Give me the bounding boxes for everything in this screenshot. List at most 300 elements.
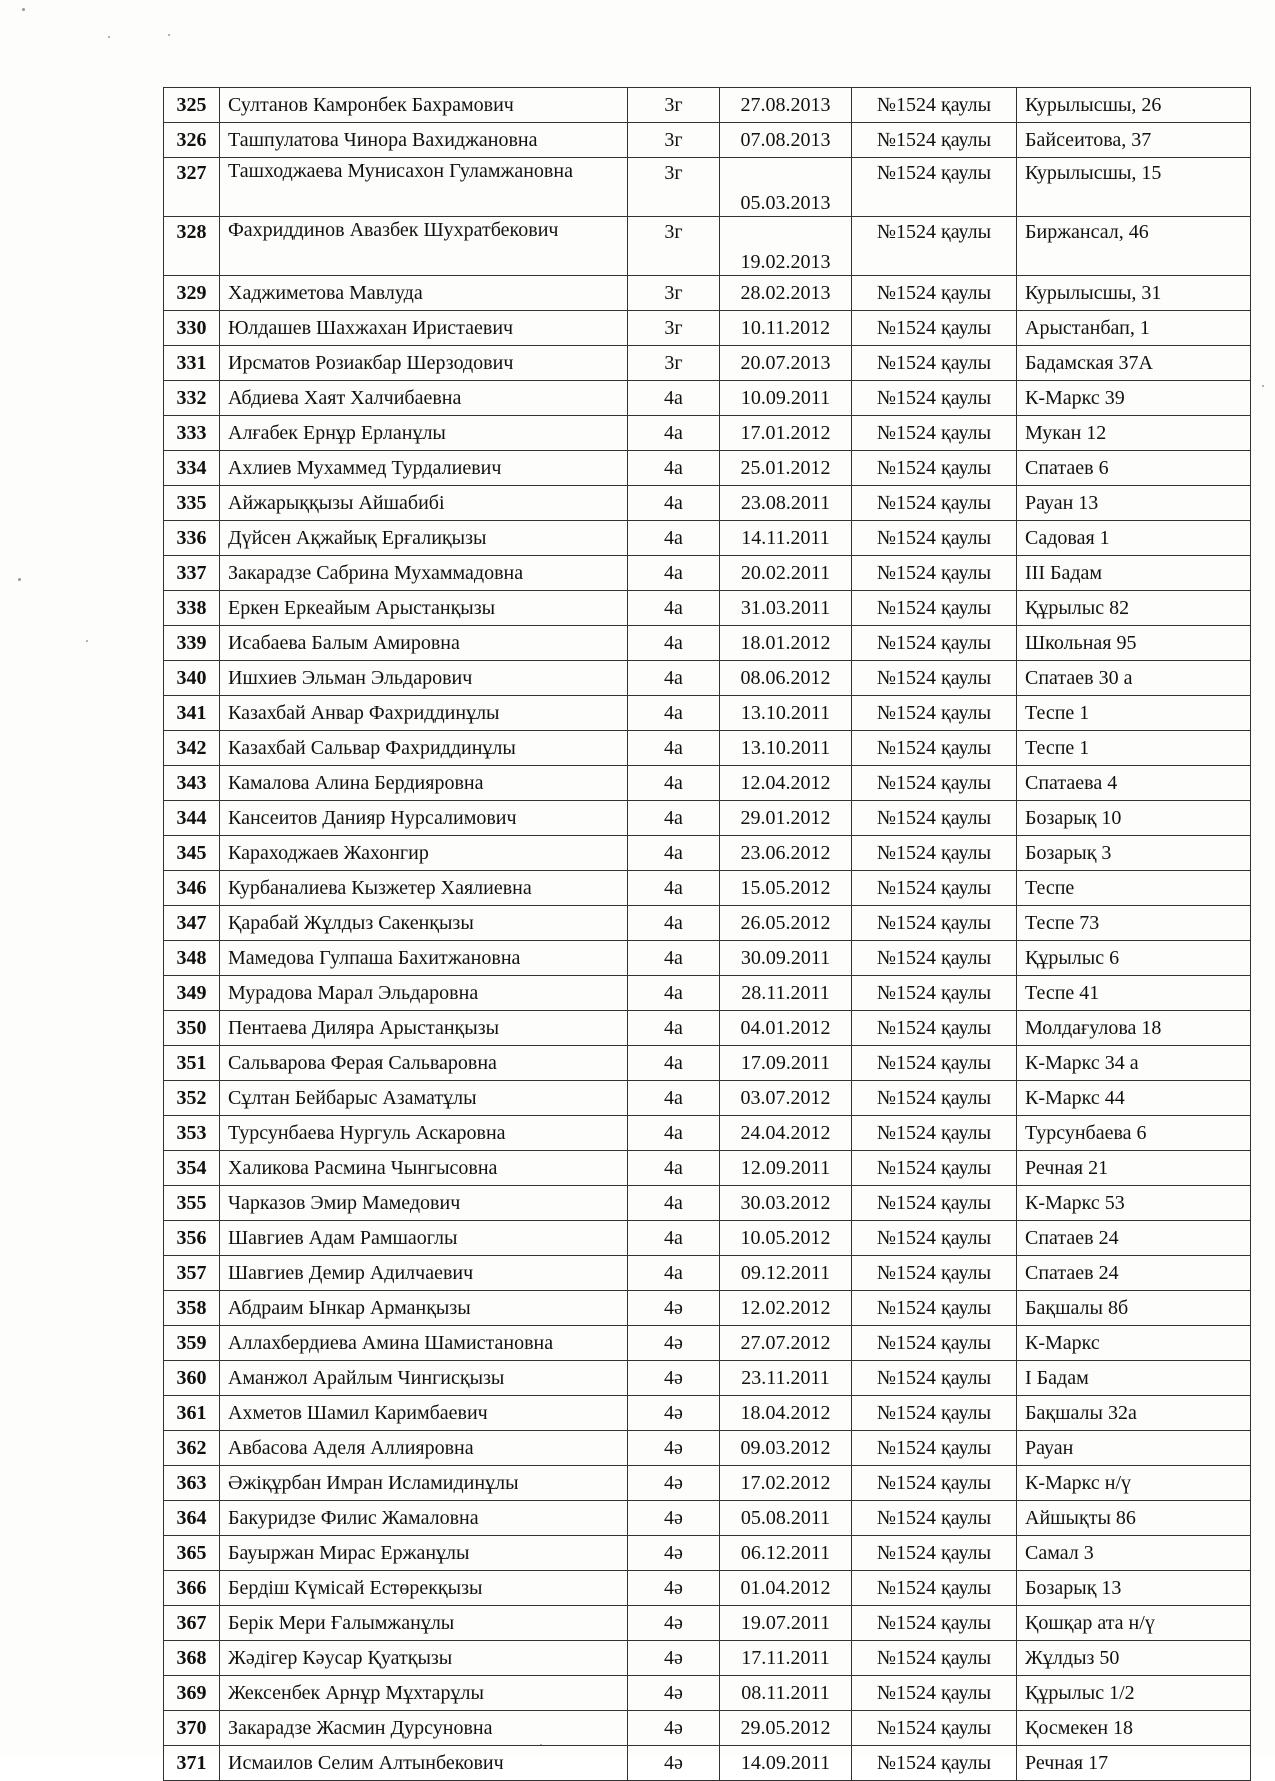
birth-date-cell: 12.02.2012	[720, 1291, 852, 1326]
birth-date-cell: 12.09.2011	[720, 1151, 852, 1186]
student-name-cell: Берік Мери Ғалымжанұлы	[220, 1606, 628, 1641]
decree-number-cell: №1524 қаулы	[852, 1011, 1017, 1046]
row-number-cell: 359	[164, 1326, 220, 1361]
table-row	[164, 217, 1251, 276]
decree-number-cell: №1524 қаулы	[852, 941, 1017, 976]
scan-speck	[22, 8, 25, 11]
home-address-cell: Теспе	[1017, 871, 1251, 906]
row-number-cell: 328	[164, 217, 220, 276]
class-label-cell: 4а	[628, 1186, 720, 1221]
table-row	[164, 88, 1251, 123]
student-name-cell: Казахбай Анвар Фахриддинұлы	[220, 696, 628, 731]
home-address-cell: Спатаев 24	[1017, 1221, 1251, 1256]
student-name-cell: Сұлтан Бейбарыс Азаматұлы	[220, 1081, 628, 1116]
row-number-cell: 347	[164, 906, 220, 941]
home-address-cell: Құрылыс 1/2	[1017, 1676, 1251, 1711]
class-label-cell: 4ә	[628, 1536, 720, 1571]
decree-number-cell: №1524 қаулы	[852, 123, 1017, 158]
home-address-cell: К-Маркс	[1017, 1326, 1251, 1361]
row-number-cell: 346	[164, 871, 220, 906]
decree-number-cell: №1524 қаулы	[852, 346, 1017, 381]
home-address-cell: Теспе 41	[1017, 976, 1251, 1011]
scan-speck	[18, 578, 21, 581]
class-label-cell: 4ә	[628, 1606, 720, 1641]
birth-date-cell: 17.11.2011	[720, 1641, 852, 1676]
table-row	[164, 976, 1251, 1011]
birth-date-cell: 28.02.2013	[720, 276, 852, 311]
table-row	[164, 486, 1251, 521]
student-name-cell: Әжіқұрбан Имран Исламидинұлы	[220, 1466, 628, 1501]
class-label-cell: 3г	[628, 123, 720, 158]
class-label-cell: 4ә	[628, 1326, 720, 1361]
student-name-cell: Алғабек Ернұр Ерланұлы	[220, 416, 628, 451]
student-name-cell: Юлдашев Шахжахан Иристаевич	[220, 311, 628, 346]
table-row	[164, 158, 1251, 217]
class-label-cell: 3г	[628, 88, 720, 123]
student-name-cell: Шавгиев Адам Рамшаоглы	[220, 1221, 628, 1256]
birth-date-cell: 29.05.2012	[720, 1711, 852, 1746]
row-number-cell: 334	[164, 451, 220, 486]
class-label-cell: 3г	[628, 346, 720, 381]
birth-date-cell: 12.04.2012	[720, 766, 852, 801]
student-name-cell: Ташходжаева Мунисахон Гуламжановна	[220, 158, 628, 217]
class-label-cell: 4ә	[628, 1746, 720, 1781]
row-number-cell: 335	[164, 486, 220, 521]
table-row	[164, 1221, 1251, 1256]
home-address-cell: Жұлдыз 50	[1017, 1641, 1251, 1676]
class-label-cell: 4а	[628, 731, 720, 766]
table-row	[164, 871, 1251, 906]
home-address-cell: Спатаева 4	[1017, 766, 1251, 801]
class-label-cell: 4ә	[628, 1501, 720, 1536]
student-name-cell: Авбасова Аделя Аллияровна	[220, 1431, 628, 1466]
student-name-cell: Кансеитов Данияр Нурсалимович	[220, 801, 628, 836]
row-number-cell: 325	[164, 88, 220, 123]
decree-number-cell: №1524 қаулы	[852, 416, 1017, 451]
home-address-cell: К-Маркс 53	[1017, 1186, 1251, 1221]
student-name-cell: Жексенбек Арнұр Мұхтарұлы	[220, 1676, 628, 1711]
row-number-cell: 348	[164, 941, 220, 976]
home-address-cell: Бозарық 13	[1017, 1571, 1251, 1606]
decree-number-cell: №1524 қаулы	[852, 1746, 1017, 1781]
row-number-cell: 336	[164, 521, 220, 556]
class-label-cell: 4а	[628, 871, 720, 906]
table-row	[164, 1606, 1251, 1641]
home-address-cell: Бозарық 10	[1017, 801, 1251, 836]
home-address-cell: Речная 21	[1017, 1151, 1251, 1186]
class-label-cell: 3г	[628, 311, 720, 346]
table-row	[164, 1291, 1251, 1326]
student-name-cell: Исабаева Балым Амировна	[220, 626, 628, 661]
home-address-cell: Биржансал, 46	[1017, 217, 1251, 276]
row-number-cell: 368	[164, 1641, 220, 1676]
student-name-cell: Чарказов Эмир Мамедович	[220, 1186, 628, 1221]
student-name-cell: Ахметов Шамил Каримбаевич	[220, 1396, 628, 1431]
student-name-cell: Ташпулатова Чинора Вахиджановна	[220, 123, 628, 158]
scan-speck	[1262, 385, 1264, 387]
row-number-cell: 344	[164, 801, 220, 836]
birth-date-cell: 10.05.2012	[720, 1221, 852, 1256]
home-address-cell: Спатаев 30 а	[1017, 661, 1251, 696]
class-label-cell: 4ә	[628, 1361, 720, 1396]
home-address-cell: Курылысшы, 15	[1017, 158, 1251, 217]
birth-date-cell: 05.08.2011	[720, 1501, 852, 1536]
row-number-cell: 355	[164, 1186, 220, 1221]
decree-number-cell: №1524 қаулы	[852, 1501, 1017, 1536]
student-name-cell: Закарадзе Жасмин Дурсуновна	[220, 1711, 628, 1746]
table-row	[164, 381, 1251, 416]
birth-date-cell: 08.11.2011	[720, 1676, 852, 1711]
home-address-cell: Бадамская 37А	[1017, 346, 1251, 381]
decree-number-cell: №1524 қаулы	[852, 1046, 1017, 1081]
decree-number-cell: №1524 қаулы	[852, 591, 1017, 626]
row-number-cell: 366	[164, 1571, 220, 1606]
birth-date-cell: 09.12.2011	[720, 1256, 852, 1291]
table-row	[164, 1046, 1251, 1081]
decree-number-cell: №1524 қаулы	[852, 556, 1017, 591]
home-address-cell: Бозарық 3	[1017, 836, 1251, 871]
table-row	[164, 1676, 1251, 1711]
birth-date-cell: 06.12.2011	[720, 1536, 852, 1571]
student-name-cell: Дүйсен Ақжайық Ерғалиқызы	[220, 521, 628, 556]
class-label-cell: 4а	[628, 696, 720, 731]
table-row	[164, 521, 1251, 556]
table-row	[164, 416, 1251, 451]
table-row	[164, 941, 1251, 976]
row-number-cell: 351	[164, 1046, 220, 1081]
birth-date-cell: 18.01.2012	[720, 626, 852, 661]
table-row	[164, 1011, 1251, 1046]
class-label-cell: 4а	[628, 1081, 720, 1116]
home-address-cell: Рауан 13	[1017, 486, 1251, 521]
student-name-cell: Закарадзе Сабрина Мухаммадовна	[220, 556, 628, 591]
class-label-cell: 4ә	[628, 1431, 720, 1466]
birth-date-cell: 14.11.2011	[720, 521, 852, 556]
class-label-cell: 4ә	[628, 1676, 720, 1711]
student-name-cell: Халикова Расмина Чынгысовна	[220, 1151, 628, 1186]
row-number-cell: 365	[164, 1536, 220, 1571]
home-address-cell: Байсеитова, 37	[1017, 123, 1251, 158]
birth-date-cell: 29.01.2012	[720, 801, 852, 836]
student-name-cell: Абдиева Хаят Халчибаевна	[220, 381, 628, 416]
home-address-cell: Курылысшы, 31	[1017, 276, 1251, 311]
table-row	[164, 1186, 1251, 1221]
class-label-cell: 4а	[628, 381, 720, 416]
class-label-cell: 4а	[628, 1011, 720, 1046]
row-number-cell: 329	[164, 276, 220, 311]
class-label-cell: 4а	[628, 416, 720, 451]
birth-date-cell: 13.10.2011	[720, 731, 852, 766]
birth-date-cell: 26.05.2012	[720, 906, 852, 941]
decree-number-cell: №1524 қаулы	[852, 1081, 1017, 1116]
home-address-cell: Айшықты 86	[1017, 1501, 1251, 1536]
home-address-cell: Школьная 95	[1017, 626, 1251, 661]
table-row	[164, 1466, 1251, 1501]
birth-date-cell: 19.02.2013	[720, 217, 852, 276]
student-name-cell: Фахриддинов Авазбек Шухратбекович	[220, 217, 628, 276]
student-name-cell: Абдраим Ынкар Арманқызы	[220, 1291, 628, 1326]
row-number-cell: 332	[164, 381, 220, 416]
birth-date-cell: 13.10.2011	[720, 696, 852, 731]
scan-speck	[86, 640, 88, 642]
student-name-cell: Қарабай Жұлдыз Сакенқызы	[220, 906, 628, 941]
table-row	[164, 1536, 1251, 1571]
home-address-cell: Спатаев 6	[1017, 451, 1251, 486]
decree-number-cell: №1524 қаулы	[852, 766, 1017, 801]
class-label-cell: 4а	[628, 451, 720, 486]
table-row	[164, 1641, 1251, 1676]
student-name-cell: Ирсматов Розиакбар Шерзодович	[220, 346, 628, 381]
table-row	[164, 1746, 1251, 1781]
decree-number-cell: №1524 қаулы	[852, 801, 1017, 836]
class-label-cell: 4а	[628, 766, 720, 801]
home-address-cell: Арыстанбап, 1	[1017, 311, 1251, 346]
birth-date-cell: 19.07.2011	[720, 1606, 852, 1641]
class-label-cell: 4а	[628, 1256, 720, 1291]
home-address-cell: Теспе 1	[1017, 731, 1251, 766]
home-address-cell: Теспе 73	[1017, 906, 1251, 941]
row-number-cell: 371	[164, 1746, 220, 1781]
student-name-cell: Султанов Камронбек Бахрамович	[220, 88, 628, 123]
table-row	[164, 801, 1251, 836]
student-name-cell: Шавгиев Демир Адилчаевич	[220, 1256, 628, 1291]
row-number-cell: 330	[164, 311, 220, 346]
decree-number-cell: №1524 қаулы	[852, 1431, 1017, 1466]
row-number-cell: 362	[164, 1431, 220, 1466]
scan-speck	[168, 34, 170, 36]
birth-date-cell: 14.09.2011	[720, 1746, 852, 1781]
table-row	[164, 123, 1251, 158]
row-number-cell: 331	[164, 346, 220, 381]
table-row	[164, 1326, 1251, 1361]
student-name-cell: Аллахбердиева Амина Шамистановна	[220, 1326, 628, 1361]
decree-number-cell: №1524 қаулы	[852, 1606, 1017, 1641]
decree-number-cell: №1524 қаулы	[852, 276, 1017, 311]
class-label-cell: 4а	[628, 941, 720, 976]
decree-number-cell: №1524 қаулы	[852, 88, 1017, 123]
student-list-table	[163, 87, 1251, 1781]
class-label-cell: 4а	[628, 1046, 720, 1081]
row-number-cell: 354	[164, 1151, 220, 1186]
decree-number-cell: №1524 қаулы	[852, 311, 1017, 346]
birth-date-cell: 17.09.2011	[720, 1046, 852, 1081]
row-number-cell: 343	[164, 766, 220, 801]
home-address-cell: Рауан	[1017, 1431, 1251, 1466]
decree-number-cell: №1524 қаулы	[852, 1186, 1017, 1221]
student-name-cell: Мамедова Гулпаша Бахитжановна	[220, 941, 628, 976]
table-row	[164, 276, 1251, 311]
class-label-cell: 4а	[628, 591, 720, 626]
row-number-cell: 357	[164, 1256, 220, 1291]
student-name-cell: Курбаналиева Кызжетер Хаялиевна	[220, 871, 628, 906]
row-number-cell: 337	[164, 556, 220, 591]
class-label-cell: 3г	[628, 217, 720, 276]
table-row	[164, 906, 1251, 941]
table-row	[164, 1361, 1251, 1396]
decree-number-cell: №1524 қаулы	[852, 1326, 1017, 1361]
class-label-cell: 4а	[628, 836, 720, 871]
table-row	[164, 626, 1251, 661]
student-name-cell: Бердіш Күмісай Естөрекқызы	[220, 1571, 628, 1606]
decree-number-cell: №1524 қаулы	[852, 1361, 1017, 1396]
row-number-cell: 370	[164, 1711, 220, 1746]
decree-number-cell: №1524 қаулы	[852, 1256, 1017, 1291]
decree-number-cell: №1524 қаулы	[852, 1536, 1017, 1571]
birth-date-cell: 17.02.2012	[720, 1466, 852, 1501]
class-label-cell: 4а	[628, 976, 720, 1011]
home-address-cell: Мукан 12	[1017, 416, 1251, 451]
birth-date-cell: 07.08.2013	[720, 123, 852, 158]
student-name-cell: Бауыржан Мирас Ержанұлы	[220, 1536, 628, 1571]
birth-date-cell: 20.02.2011	[720, 556, 852, 591]
decree-number-cell: №1524 қаулы	[852, 521, 1017, 556]
table-row	[164, 661, 1251, 696]
birth-date-cell: 24.04.2012	[720, 1116, 852, 1151]
decree-number-cell: №1524 қаулы	[852, 976, 1017, 1011]
table-row	[164, 1116, 1251, 1151]
home-address-cell: К-Маркс 34 а	[1017, 1046, 1251, 1081]
home-address-cell: Турсунбаева 6	[1017, 1116, 1251, 1151]
scan-speck	[108, 36, 110, 38]
table-row	[164, 731, 1251, 766]
home-address-cell: К-Маркс н/ү	[1017, 1466, 1251, 1501]
table-row	[164, 556, 1251, 591]
class-label-cell: 4ә	[628, 1711, 720, 1746]
birth-date-cell: 28.11.2011	[720, 976, 852, 1011]
decree-number-cell: №1524 қаулы	[852, 1676, 1017, 1711]
row-number-cell: 340	[164, 661, 220, 696]
decree-number-cell: №1524 қаулы	[852, 486, 1017, 521]
home-address-cell: І Бадам	[1017, 1361, 1251, 1396]
row-number-cell: 333	[164, 416, 220, 451]
row-number-cell: 345	[164, 836, 220, 871]
class-label-cell: 4ә	[628, 1641, 720, 1676]
student-list-table-wrap	[163, 87, 1250, 1781]
row-number-cell: 358	[164, 1291, 220, 1326]
decree-number-cell: №1524 қаулы	[852, 626, 1017, 661]
student-name-cell: Пентаева Диляра Арыстанқызы	[220, 1011, 628, 1046]
birth-date-cell: 17.01.2012	[720, 416, 852, 451]
row-number-cell: 342	[164, 731, 220, 766]
row-number-cell: 356	[164, 1221, 220, 1256]
row-number-cell: 350	[164, 1011, 220, 1046]
birth-date-cell: 10.11.2012	[720, 311, 852, 346]
decree-number-cell: №1524 қаулы	[852, 1116, 1017, 1151]
birth-date-cell: 30.03.2012	[720, 1186, 852, 1221]
class-label-cell: 4ә	[628, 1291, 720, 1326]
student-name-cell: Бакуридзе Филис Жамаловна	[220, 1501, 628, 1536]
class-label-cell: 4а	[628, 626, 720, 661]
class-label-cell: 4а	[628, 1151, 720, 1186]
home-address-cell: Речная 17	[1017, 1746, 1251, 1781]
table-body	[164, 88, 1251, 1781]
class-label-cell: 4а	[628, 801, 720, 836]
birth-date-cell: 23.08.2011	[720, 486, 852, 521]
table-row	[164, 1256, 1251, 1291]
table-row	[164, 1151, 1251, 1186]
class-label-cell: 4а	[628, 521, 720, 556]
row-number-cell: 338	[164, 591, 220, 626]
birth-date-cell: 30.09.2011	[720, 941, 852, 976]
birth-date-cell: 27.07.2012	[720, 1326, 852, 1361]
table-row	[164, 1081, 1251, 1116]
class-label-cell: 3г	[628, 158, 720, 217]
birth-date-cell: 08.06.2012	[720, 661, 852, 696]
class-label-cell: 4а	[628, 486, 720, 521]
student-name-cell: Еркен Еркеайым Арыстанқызы	[220, 591, 628, 626]
row-number-cell: 367	[164, 1606, 220, 1641]
home-address-cell: К-Маркс 39	[1017, 381, 1251, 416]
decree-number-cell: №1524 қаулы	[852, 1641, 1017, 1676]
table-row	[164, 311, 1251, 346]
class-label-cell: 4а	[628, 1221, 720, 1256]
student-name-cell: Турсунбаева Нургуль Аскаровна	[220, 1116, 628, 1151]
row-number-cell: 327	[164, 158, 220, 217]
decree-number-cell: №1524 қаулы	[852, 451, 1017, 486]
home-address-cell: Садовая 1	[1017, 521, 1251, 556]
row-number-cell: 353	[164, 1116, 220, 1151]
home-address-cell: ІІІ Бадам	[1017, 556, 1251, 591]
home-address-cell: Құрылыс 6	[1017, 941, 1251, 976]
birth-date-cell: 23.11.2011	[720, 1361, 852, 1396]
row-number-cell: 363	[164, 1466, 220, 1501]
decree-number-cell: №1524 қаулы	[852, 1291, 1017, 1326]
decree-number-cell: №1524 қаулы	[852, 836, 1017, 871]
birth-date-cell: 04.01.2012	[720, 1011, 852, 1046]
decree-number-cell: №1524 қаулы	[852, 1151, 1017, 1186]
decree-number-cell: №1524 қаулы	[852, 906, 1017, 941]
decree-number-cell: №1524 қаулы	[852, 217, 1017, 276]
class-label-cell: 4ә	[628, 1396, 720, 1431]
row-number-cell: 326	[164, 123, 220, 158]
class-label-cell: 4а	[628, 661, 720, 696]
student-name-cell: Камалова Алина Бердияровна	[220, 766, 628, 801]
class-label-cell: 4а	[628, 906, 720, 941]
table-row	[164, 1396, 1251, 1431]
birth-date-cell: 01.04.2012	[720, 1571, 852, 1606]
student-name-cell: Ишхиев Эльман Эльдарович	[220, 661, 628, 696]
student-name-cell: Казахбай Сальвар Фахриддинұлы	[220, 731, 628, 766]
decree-number-cell: №1524 қаулы	[852, 1711, 1017, 1746]
decree-number-cell: №1524 қаулы	[852, 1571, 1017, 1606]
home-address-cell: Бақшалы 8б	[1017, 1291, 1251, 1326]
birth-date-cell: 31.03.2011	[720, 591, 852, 626]
decree-number-cell: №1524 қаулы	[852, 696, 1017, 731]
table-row	[164, 696, 1251, 731]
home-address-cell: Қосмекен 18	[1017, 1711, 1251, 1746]
birth-date-cell: 05.03.2013	[720, 158, 852, 217]
birth-date-cell: 20.07.2013	[720, 346, 852, 381]
home-address-cell: Молдағулова 18	[1017, 1011, 1251, 1046]
decree-number-cell: №1524 қаулы	[852, 731, 1017, 766]
table-row	[164, 1711, 1251, 1746]
row-number-cell: 339	[164, 626, 220, 661]
student-name-cell: Жәдігер Кәусар Қуатқызы	[220, 1641, 628, 1676]
student-name-cell: Ахлиев Мухаммед Турдалиевич	[220, 451, 628, 486]
decree-number-cell: №1524 қаулы	[852, 871, 1017, 906]
table-row	[164, 836, 1251, 871]
row-number-cell: 364	[164, 1501, 220, 1536]
birth-date-cell: 18.04.2012	[720, 1396, 852, 1431]
decree-number-cell: №1524 қаулы	[852, 1396, 1017, 1431]
table-row	[164, 1571, 1251, 1606]
birth-date-cell: 09.03.2012	[720, 1431, 852, 1466]
row-number-cell: 341	[164, 696, 220, 731]
home-address-cell: Бақшалы 32а	[1017, 1396, 1251, 1431]
decree-number-cell: №1524 қаулы	[852, 1221, 1017, 1256]
class-label-cell: 4а	[628, 1116, 720, 1151]
class-label-cell: 3г	[628, 276, 720, 311]
